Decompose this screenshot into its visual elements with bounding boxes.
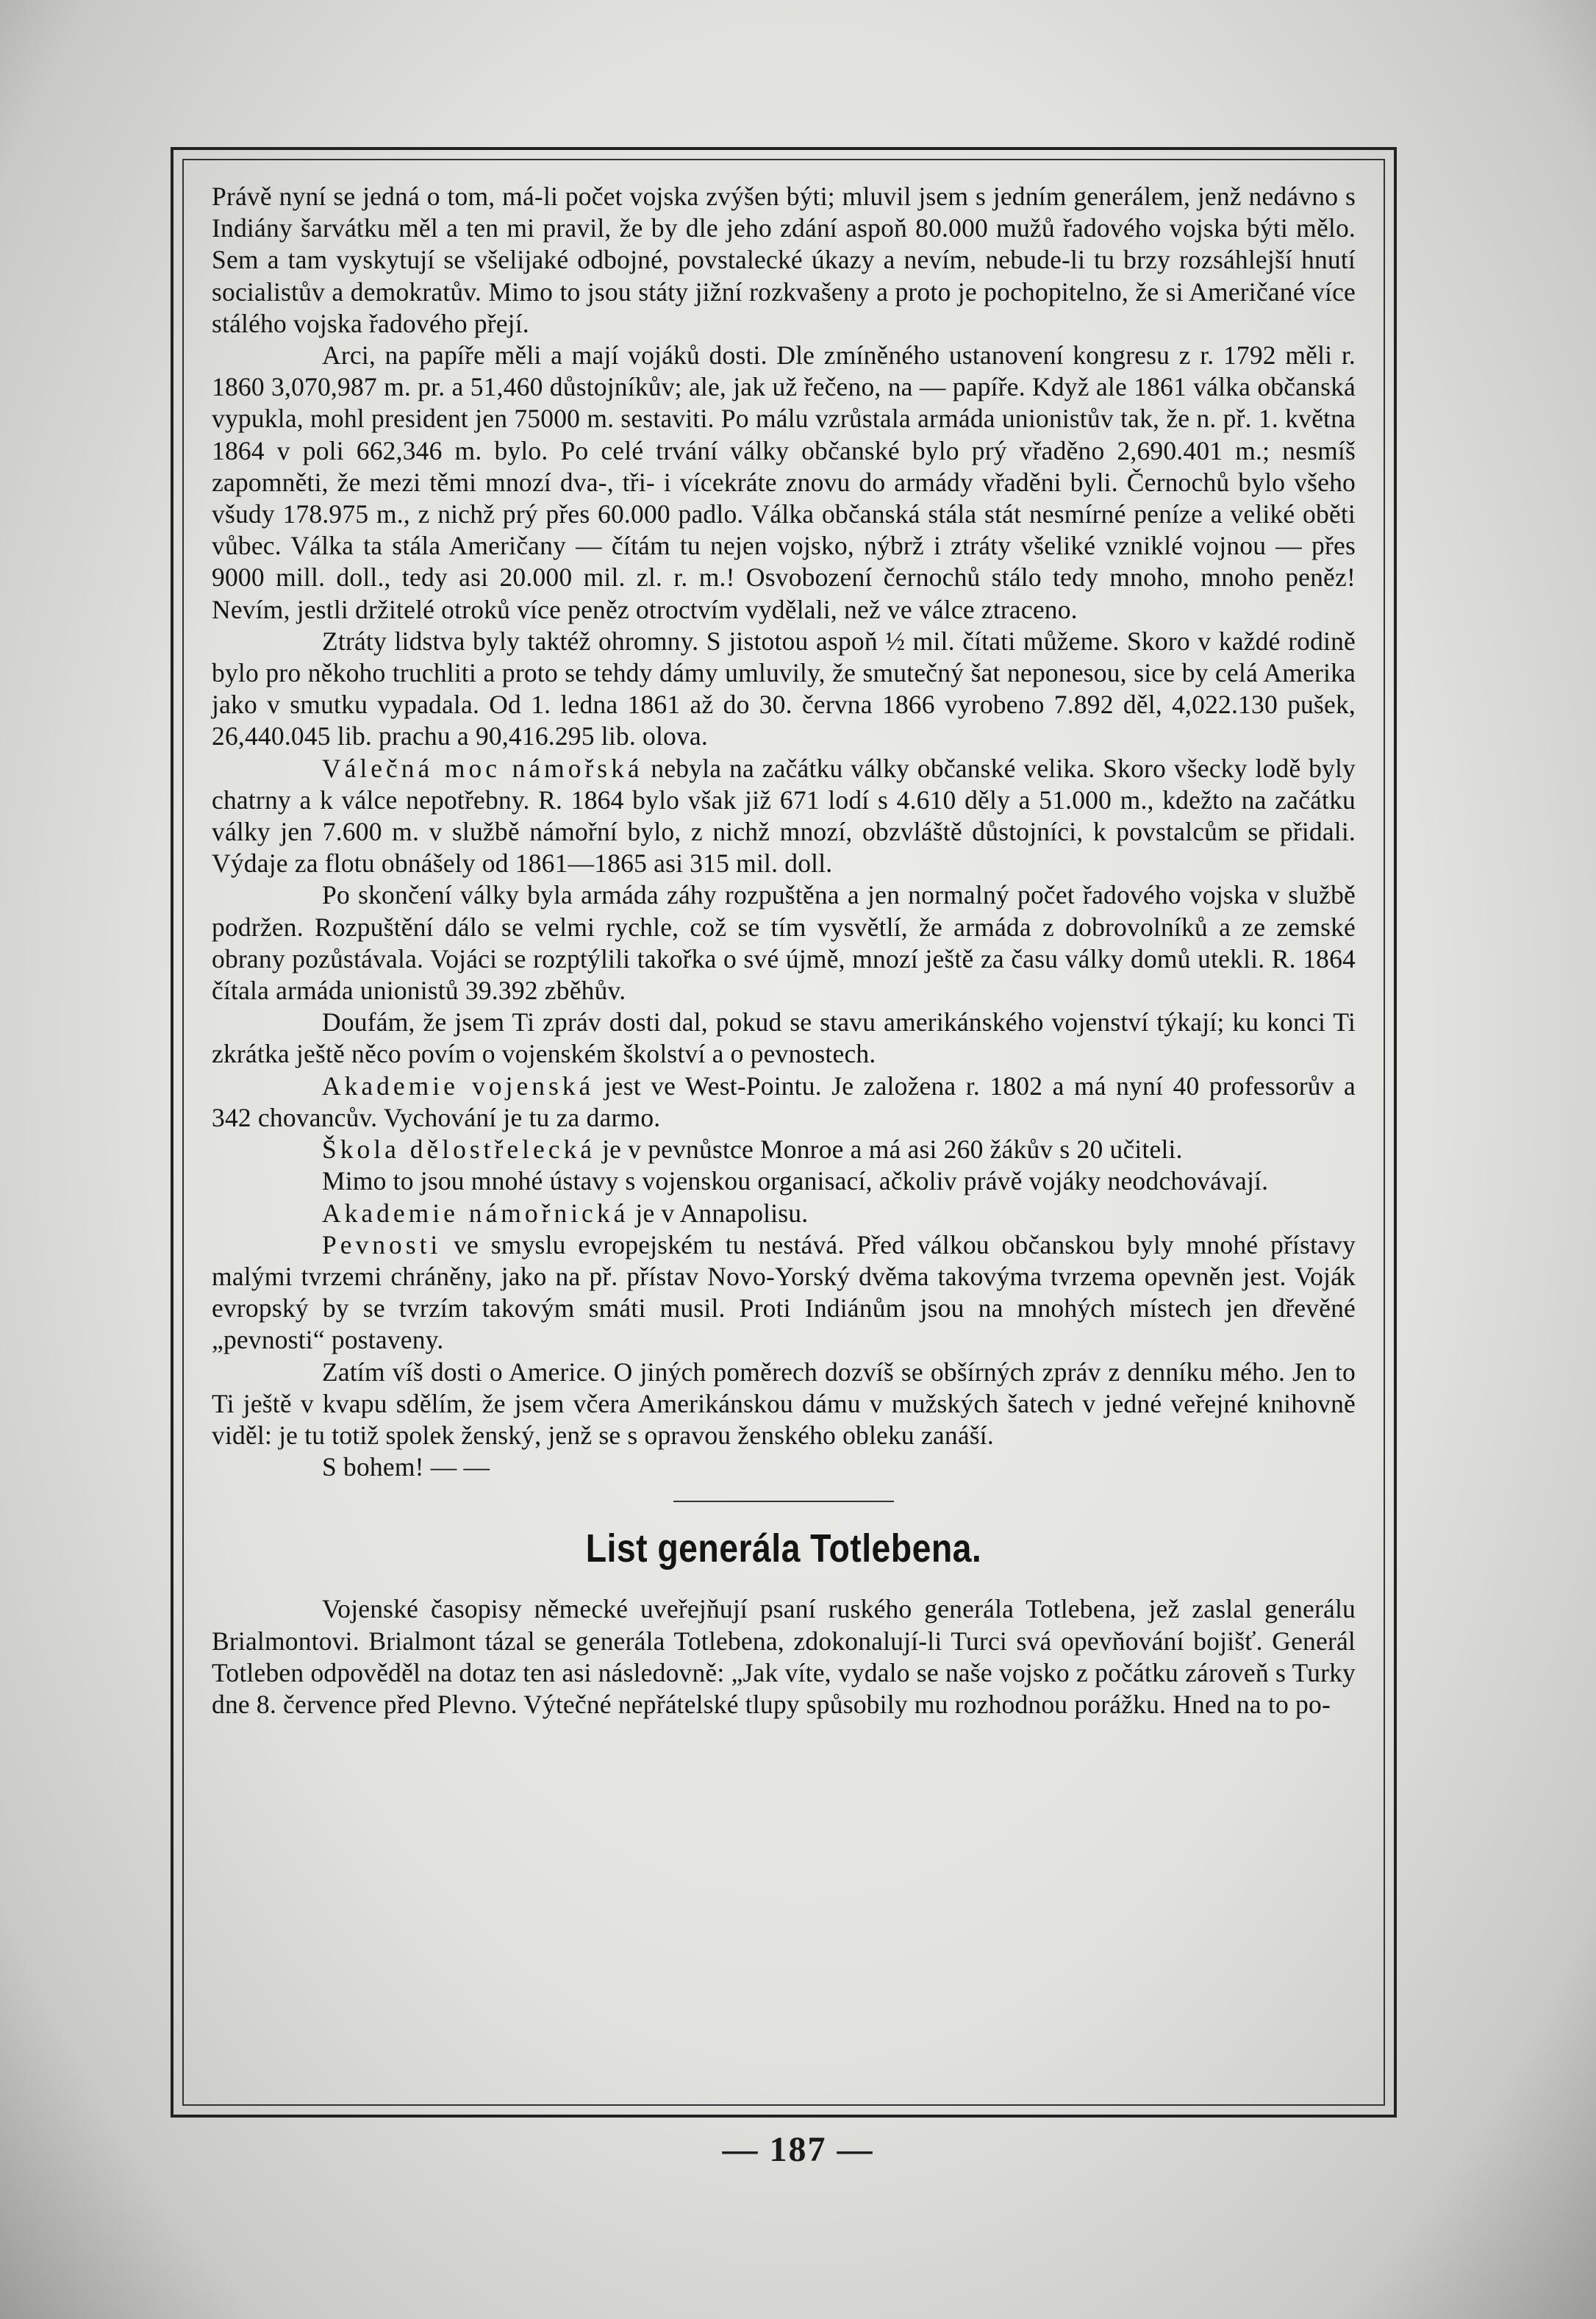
paragraph-academy (212, 1071, 1356, 1134)
paragraph-losses: Ztráty lidstva byly taktéž ohromny. S jistotou aspoň ½ mil. čítati můžeme. Skoro v každé rodině bylo pro někoho truchliti a proto se tehdy dámy umluvily, že smutečný šat neponesou, sice by celá Amerika jako v smutku vypadala. Od 1. ledna 1861 až do 30. června 1866 vyrobeno 7.892 děl, 4,022.130 pušek, 26,440.045 lib. prachu a 90,416.295 lib. olova. (212, 626, 1356, 751)
term-forts: Pevnosti (322, 1229, 442, 1259)
paragraph-artillery-text: je v pevnůstce Monroe a má asi 260 žákův s 20 učiteli. (595, 1135, 1183, 1165)
page-number: — 187 — (722, 2130, 874, 2169)
term-navy: Válečná moc námořská (322, 753, 643, 783)
paragraph-farewell: S bohem! — — (322, 1452, 490, 1482)
paragraph-forts-text: ve smyslu evropejském tu nestává. Před válkou občanskou byly mnohé přístavy malými tvrzemi chráněny, jako na př. přístav Novo-Yorský dvěma takovýma tvrzema opevněn jest. Voják evropský by se tvrzím takovým smáti musil. Proti Indiánům jsou na mnohých místech jen dřevěné „pevnosti“ postaveny. (212, 1229, 1356, 1355)
paragraph-disband: Po skončení války byla armáda záhy rozpuštěna a jen normalný počet řadového vojska v službě podržen. Rozpuštění dálo se velmi rychle, což se tím vysvětlí, že armáda z dobrovolníků a ze zemské obrany pozůstávala. Vojáci se rozptýlili takořka o své újmě, mnozí ještě za času války domů utekli. R. 1864 čítala armáda unionistů 39.392 zběhův. (212, 880, 1356, 1006)
paragraph-hope: Doufám, že jsem Ti zpráv dosti dal, pokud se stavu amerikánského vojenství týkají; ku konci Ti zkrátka ještě něco povím o vojenském školství a o pevnostech. (212, 1007, 1356, 1069)
paragraph-forts (212, 1229, 1356, 1357)
paragraph-academy-text: jest ve West-Pointu. Je založena r. 1802 a má nyní 40 professorův a 342 chovancův. Vychování je tu za darmo. (212, 1071, 1356, 1132)
paragraph-navy-text: nebyla na začátku války občanské velika. Skoro všecky lodě byly chatrny a k válce nepotřebny. R. 1864 bylo však již 671 lodí s 4.610 děly a 51.000 m., kdežto na začátku války jen 7.600 m. v službě námořní bylo, z nichž mnozí, obzvláště důstojníci, k povstalcům se přidali. Výdaje za flotu obnášely od 1861—1865 asi 315 mil. doll. (212, 753, 1356, 879)
article-title: List generála Totlebena. (585, 1526, 982, 1571)
paragraph-naval-academy-text: je v Annapolisu. (629, 1198, 809, 1228)
paragraph-army-numbers: Arci, na papíře měli a mají vojáků dosti. Dle zmíněného ustanovení kongresu z r. 1792 měli r. 1860 3,070,987 m. pr. a 51,460 důstojníkův; ale, jak už řečeno, na — papíře. Když ale 1861 válka občanská vypukla, mohl president jen 75000 m. sestaviti. Po málu vzrůstala armáda unionistův tak, že n. př. 1. května 1864 v poli 662,346 m. bylo. Po celé trvání války občanské bylo prý vřaděno 2,690.401 m.; nesmíš zapomněti, že mezi těmi mnozí dva-, tři- i vícekráte znovu do armády vřaděni byli. Černochů bylo všeho všudy 178.975 m., z nichž prý přes 60.000 padlo. Válka občanská stála stát nesmírné peníze a veliké oběti vůbec. Válka ta stála Američany — čítám tu nejen vojsko, nýbrž i ztráty všeliké vzniklé vojnou — přes 9000 mill. doll., tedy asi 20.000 mil. zl. r. m.! Osvobození černochů stálo tedy mnoho, mnoho peněz! Nevím, jestli držitelé otroků více peněz otroctvím vydělali, než ve válce ztraceno. (212, 340, 1356, 624)
term-naval-academy: Akademie námořnická (322, 1198, 629, 1228)
term-academy: Akademie vojenská (322, 1071, 595, 1101)
section-divider (673, 1501, 894, 1502)
paragraph-navy (212, 753, 1356, 880)
paragraph-totleben: Vojenské časopisy německé uveřejňují psaní ruského generála Totlebena, jež zaslal generálu Brialmontovi. Brialmont tázal se generála Totlebena, zdokonalují-li Turci svá opevňování bojišť. Generál Totleben odpověděl na dotaz ten asi následovně: „Jak víte, vydalo se naše vojsko z počátku zároveň s Turky dne 8. července před Plevno. Výtečné nepřátelské tlupy spůsobily mu rozhodnou porážku. Hned na to po- (212, 1594, 1356, 1719)
paragraph-naval-academy (212, 1198, 1356, 1229)
text-column (212, 181, 1356, 1721)
paragraph-other-schools: Mimo to jsou mnohé ústavy s vojenskou organisací, ačkoliv právě vojáky neodchovávají. (322, 1166, 1269, 1196)
paragraph-artillery (212, 1134, 1356, 1165)
paragraph-enough: Zatím víš dosti o Americe. O jiných poměrech dozvíš se obšírných zpráv z denníku mého. Jen to Ti ještě v kvapu sdělím, že jsem včera Amerikánskou dámu v mužských šatech v jedné veřejné knihovně viděl: je tu totiž spolek ženský, jenž se s opravou ženského obleku zanáší. (212, 1357, 1356, 1450)
paragraph-army-increase: Právě nyní se jedná o tom, má-li počet vojska zvýšen býti; mluvil jsem s jedním generálem, jenž nedávno s Indiány šarvátku měl a ten mi pravil, že by dle jeho zdání aspoň 80.000 mužů řadového vojska býti mělo. Sem a tam vyskytují se všelijaké odbojné, povstalecké úkazy a nevím, nebude-li tu brzy rozsáhlejší hnutí socialistův a demokratův. Mimo to jsou státy jižní rozkvašeny a proto je pochopitelno, že si Američané více stálého vojska řadového přejí. (212, 182, 1356, 338)
term-artillery: Škola dělostřelecká (322, 1135, 595, 1165)
